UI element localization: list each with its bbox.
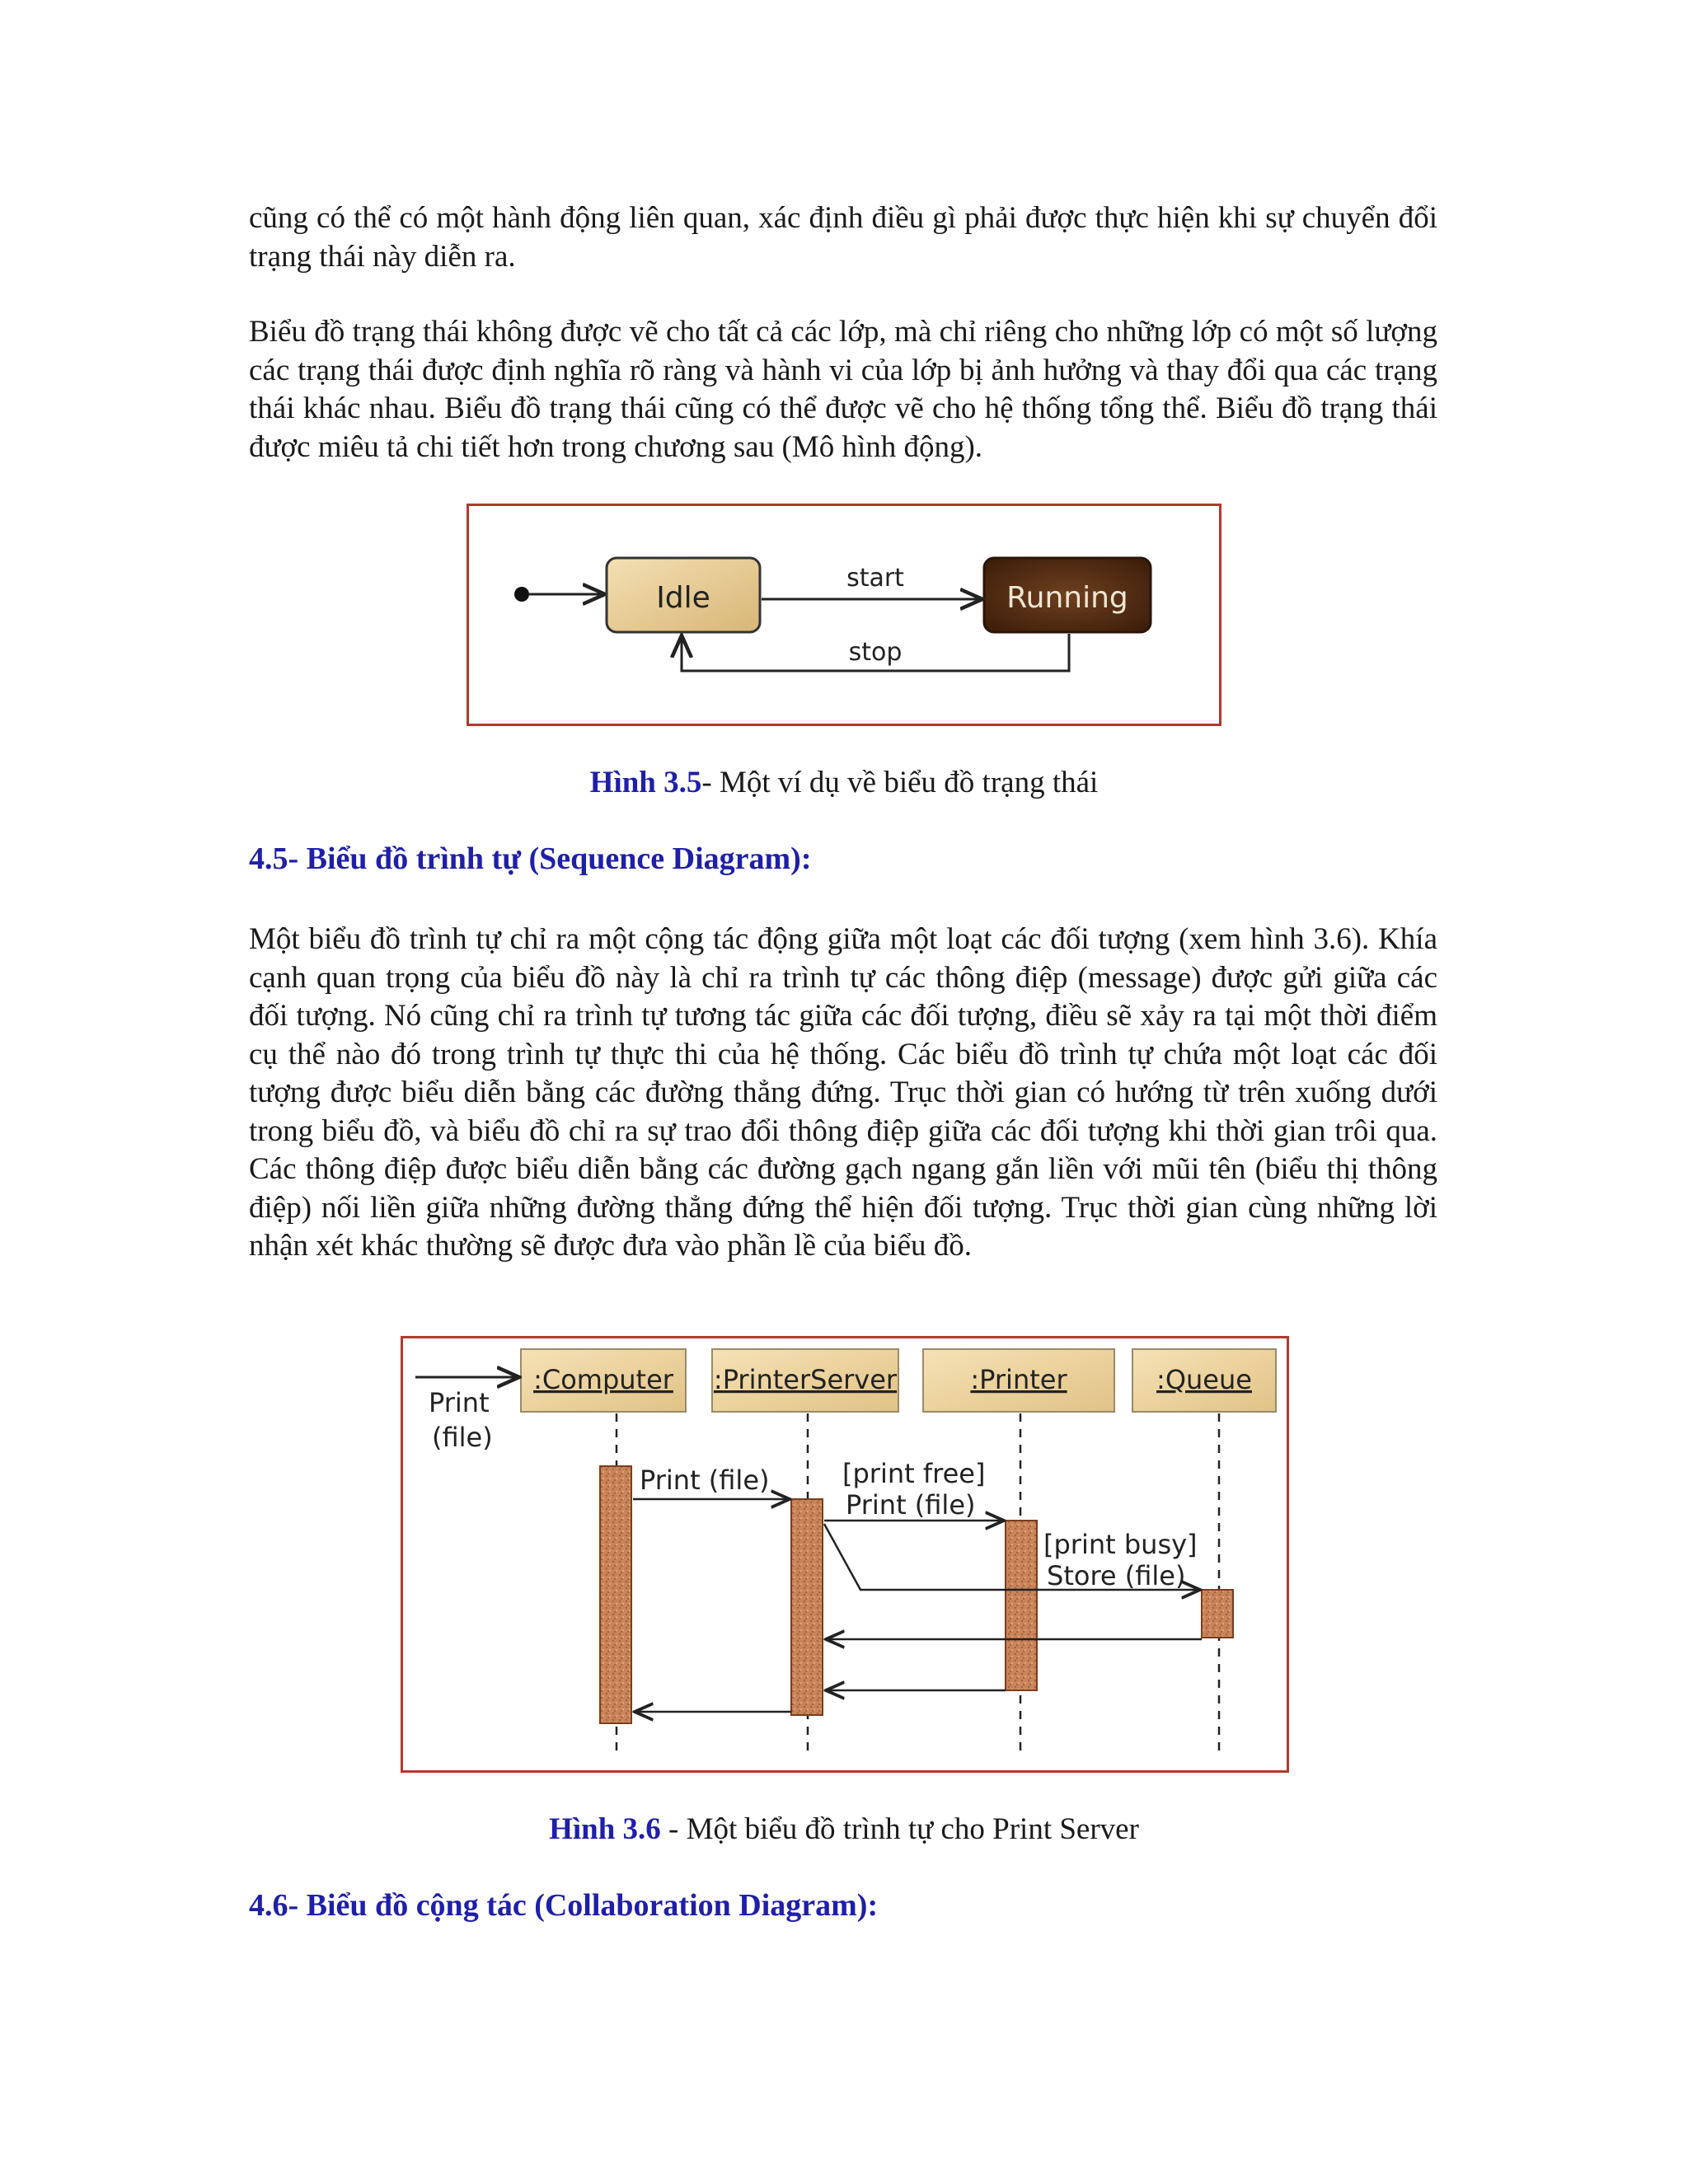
caption-label: Hình 3.6 [549, 1812, 661, 1846]
print-free-label-1: [print free] [842, 1458, 986, 1489]
running-label: Running [1006, 581, 1128, 615]
state-diagram-figure [467, 504, 1221, 726]
printer-activation [1006, 1521, 1037, 1690]
printer-label: :Printer [970, 1364, 1067, 1395]
initial-state-dot [514, 587, 529, 602]
caption-text: - Một biểu đồ trình tự cho Print Server [660, 1812, 1139, 1846]
section-heading-4-5: 4.5- Biểu đồ trình tự (Sequence Diagram): [249, 841, 812, 876]
computer-activation [600, 1466, 631, 1723]
start-label: start [846, 564, 904, 593]
print-free-label-2: Print (file) [846, 1489, 976, 1521]
paragraph-sequence-diagram: Một biểu đồ trình tự chỉ ra một cộng tác động giữa một loạt các đối tượng (xem hình 3.6). Khía cạnh quan trọng của biểu đồ này là chỉ ra trình tự các thông điệp (message) được gửi giữa các đối tượng. Nó cũng chỉ ra trình tự tương tác giữa các đối tượng, điều sẽ xảy ra tại một thời điểm cụ thể nào đó trong trình tự thực thi của hệ thống. Các biểu đồ trình tự chứa một loạt các đối tượng được biểu diễn bằng các đường thẳng đứng. Trục thời gian có hướng từ trên xuống dưới trong biểu đồ, và biểu đồ chỉ ra sự trao đổi thông điệp giữa các đối tượng khi thời gian trôi qua. Các thông điệp được biểu diễn bằng các đường gạch ngang gắn liền với mũi tên (biểu thị thông điệp) nối liền giữa những đường thẳng đứng thể hiện đối tượng. Trục thời gian cùng những lời nhận xét khác thường sẽ được đưa vào phần lề của biểu đồ. [249, 922, 1437, 1263]
figure-caption-3-5 [0, 765, 1688, 800]
caption-label: Hình 3.5 [589, 766, 702, 799]
printer-server-label: :PrinterServer [713, 1364, 898, 1395]
section-heading-4-6: 4.6- Biểu đồ cộng tác (Collaboration Diagram): [249, 1888, 879, 1923]
print-file-label: Print (file) [640, 1465, 770, 1496]
incoming-print-label-1: Print [429, 1387, 490, 1418]
stop-label: stop [848, 638, 903, 667]
queue-activation [1202, 1590, 1233, 1638]
paragraph-state-diagram: Biểu đồ trạng thái không được vẽ cho tất cả các lớp, mà chỉ riêng cho những lớp có một số lượng các trạng thái được định nghĩa rõ ràng và hành vi của lớp bị ảnh hưởng và thay đổi qua các trạng thái khác nhau. Biểu đồ trạng thái cũng có thể được vẽ cho hệ thống tổng thể. Biểu đồ trạng thái được miêu tả chi tiết hơn trong chương sau (Mô hình động). [249, 315, 1437, 464]
sequence-diagram-figure [401, 1336, 1289, 1773]
queue-label: :Queue [1156, 1364, 1252, 1395]
computer-label: :Computer [533, 1364, 673, 1395]
figure-caption-3-6 [0, 1811, 1688, 1847]
print-busy-label-1: [print busy] [1043, 1529, 1198, 1560]
caption-text: - Một ví dụ về biểu đồ trạng thái [701, 766, 1099, 799]
paragraph-state-action: cũng có thể có một hành động liên quan, xác định điều gì phải được thực hiện khi sự chuyển đổi trạng thái này diễn ra. [249, 201, 1437, 274]
incoming-print-label-2: (file) [432, 1422, 493, 1453]
printer-server-activation [791, 1499, 823, 1715]
print-busy-label-2: Store (file) [1047, 1560, 1186, 1591]
idle-label: Idle [656, 581, 710, 615]
